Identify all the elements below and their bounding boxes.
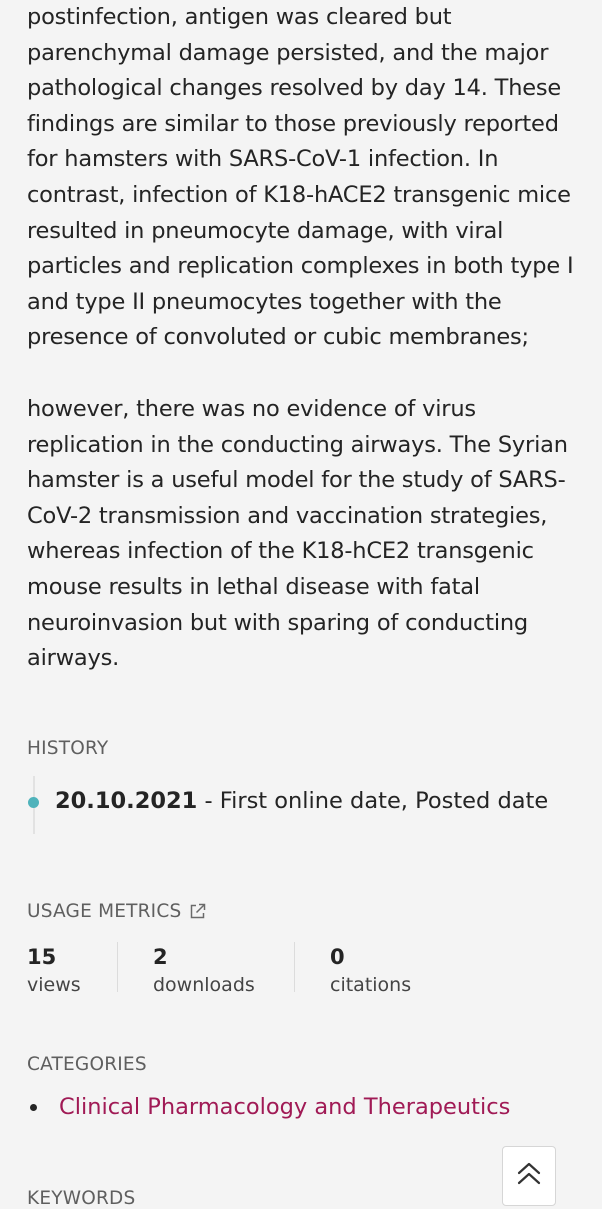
usage-metrics-label: USAGE METRICS — [27, 901, 182, 922]
category-list-item — [27, 1094, 510, 1120]
keywords-heading: KEYWORDS — [27, 1188, 136, 1209]
metric-value: 15 — [27, 945, 57, 969]
categories-heading: CATEGORIES — [27, 1054, 147, 1075]
metric-citations — [330, 942, 411, 998]
usage-metrics — [27, 942, 587, 996]
usage-metrics-heading[interactable] — [27, 901, 206, 922]
metric-views — [27, 942, 81, 998]
abstract-paragraph: however, there was no evidence of virus replication in the conducting airways. The Syrian hamster is a useful model for the study of SARS-CoV-2 transmission and vaccination strategies, whereas infection of the K18-hCE2 transgenic mouse results in lethal disease with fatal neuroinvasion but with sparing of conducting airways. — [27, 396, 568, 672]
history-entry — [55, 788, 548, 814]
history-description: - First online date, Posted date — [197, 788, 549, 814]
metric-label: downloads — [153, 974, 255, 996]
metric-downloads — [153, 942, 255, 998]
metric-label: views — [27, 974, 81, 996]
metric-label: citations — [330, 974, 412, 996]
scroll-to-top-button[interactable] — [502, 1146, 556, 1206]
double-chevron-up-icon — [515, 1159, 543, 1193]
metric-divider — [117, 942, 118, 992]
metric-divider — [294, 942, 295, 992]
abstract-paragraph: postinfection, antigen was cleared but parenchymal damage persisted, and the major pathological changes resolved by day 14. These findings are similar to those previously reported for hamsters with SARS-CoV-1 infection. In contrast, infection of K18-hACE2 transgenic mice resulted in pneumocyte damage, with viral particles and replication complexes in both type I and type II pneumocytes together with the presence of convoluted or cubic membranes; — [27, 4, 574, 351]
history-heading: HISTORY — [27, 738, 109, 759]
bullet-icon — [30, 1104, 37, 1111]
category-link[interactable]: Clinical Pharmacology and Therapeutics — [59, 1094, 511, 1120]
timeline-dot — [28, 797, 39, 808]
metric-value: 0 — [330, 945, 345, 969]
history-date: 20.10.2021 — [55, 788, 198, 814]
metric-value: 2 — [153, 945, 168, 969]
external-link-icon[interactable] — [189, 903, 206, 920]
